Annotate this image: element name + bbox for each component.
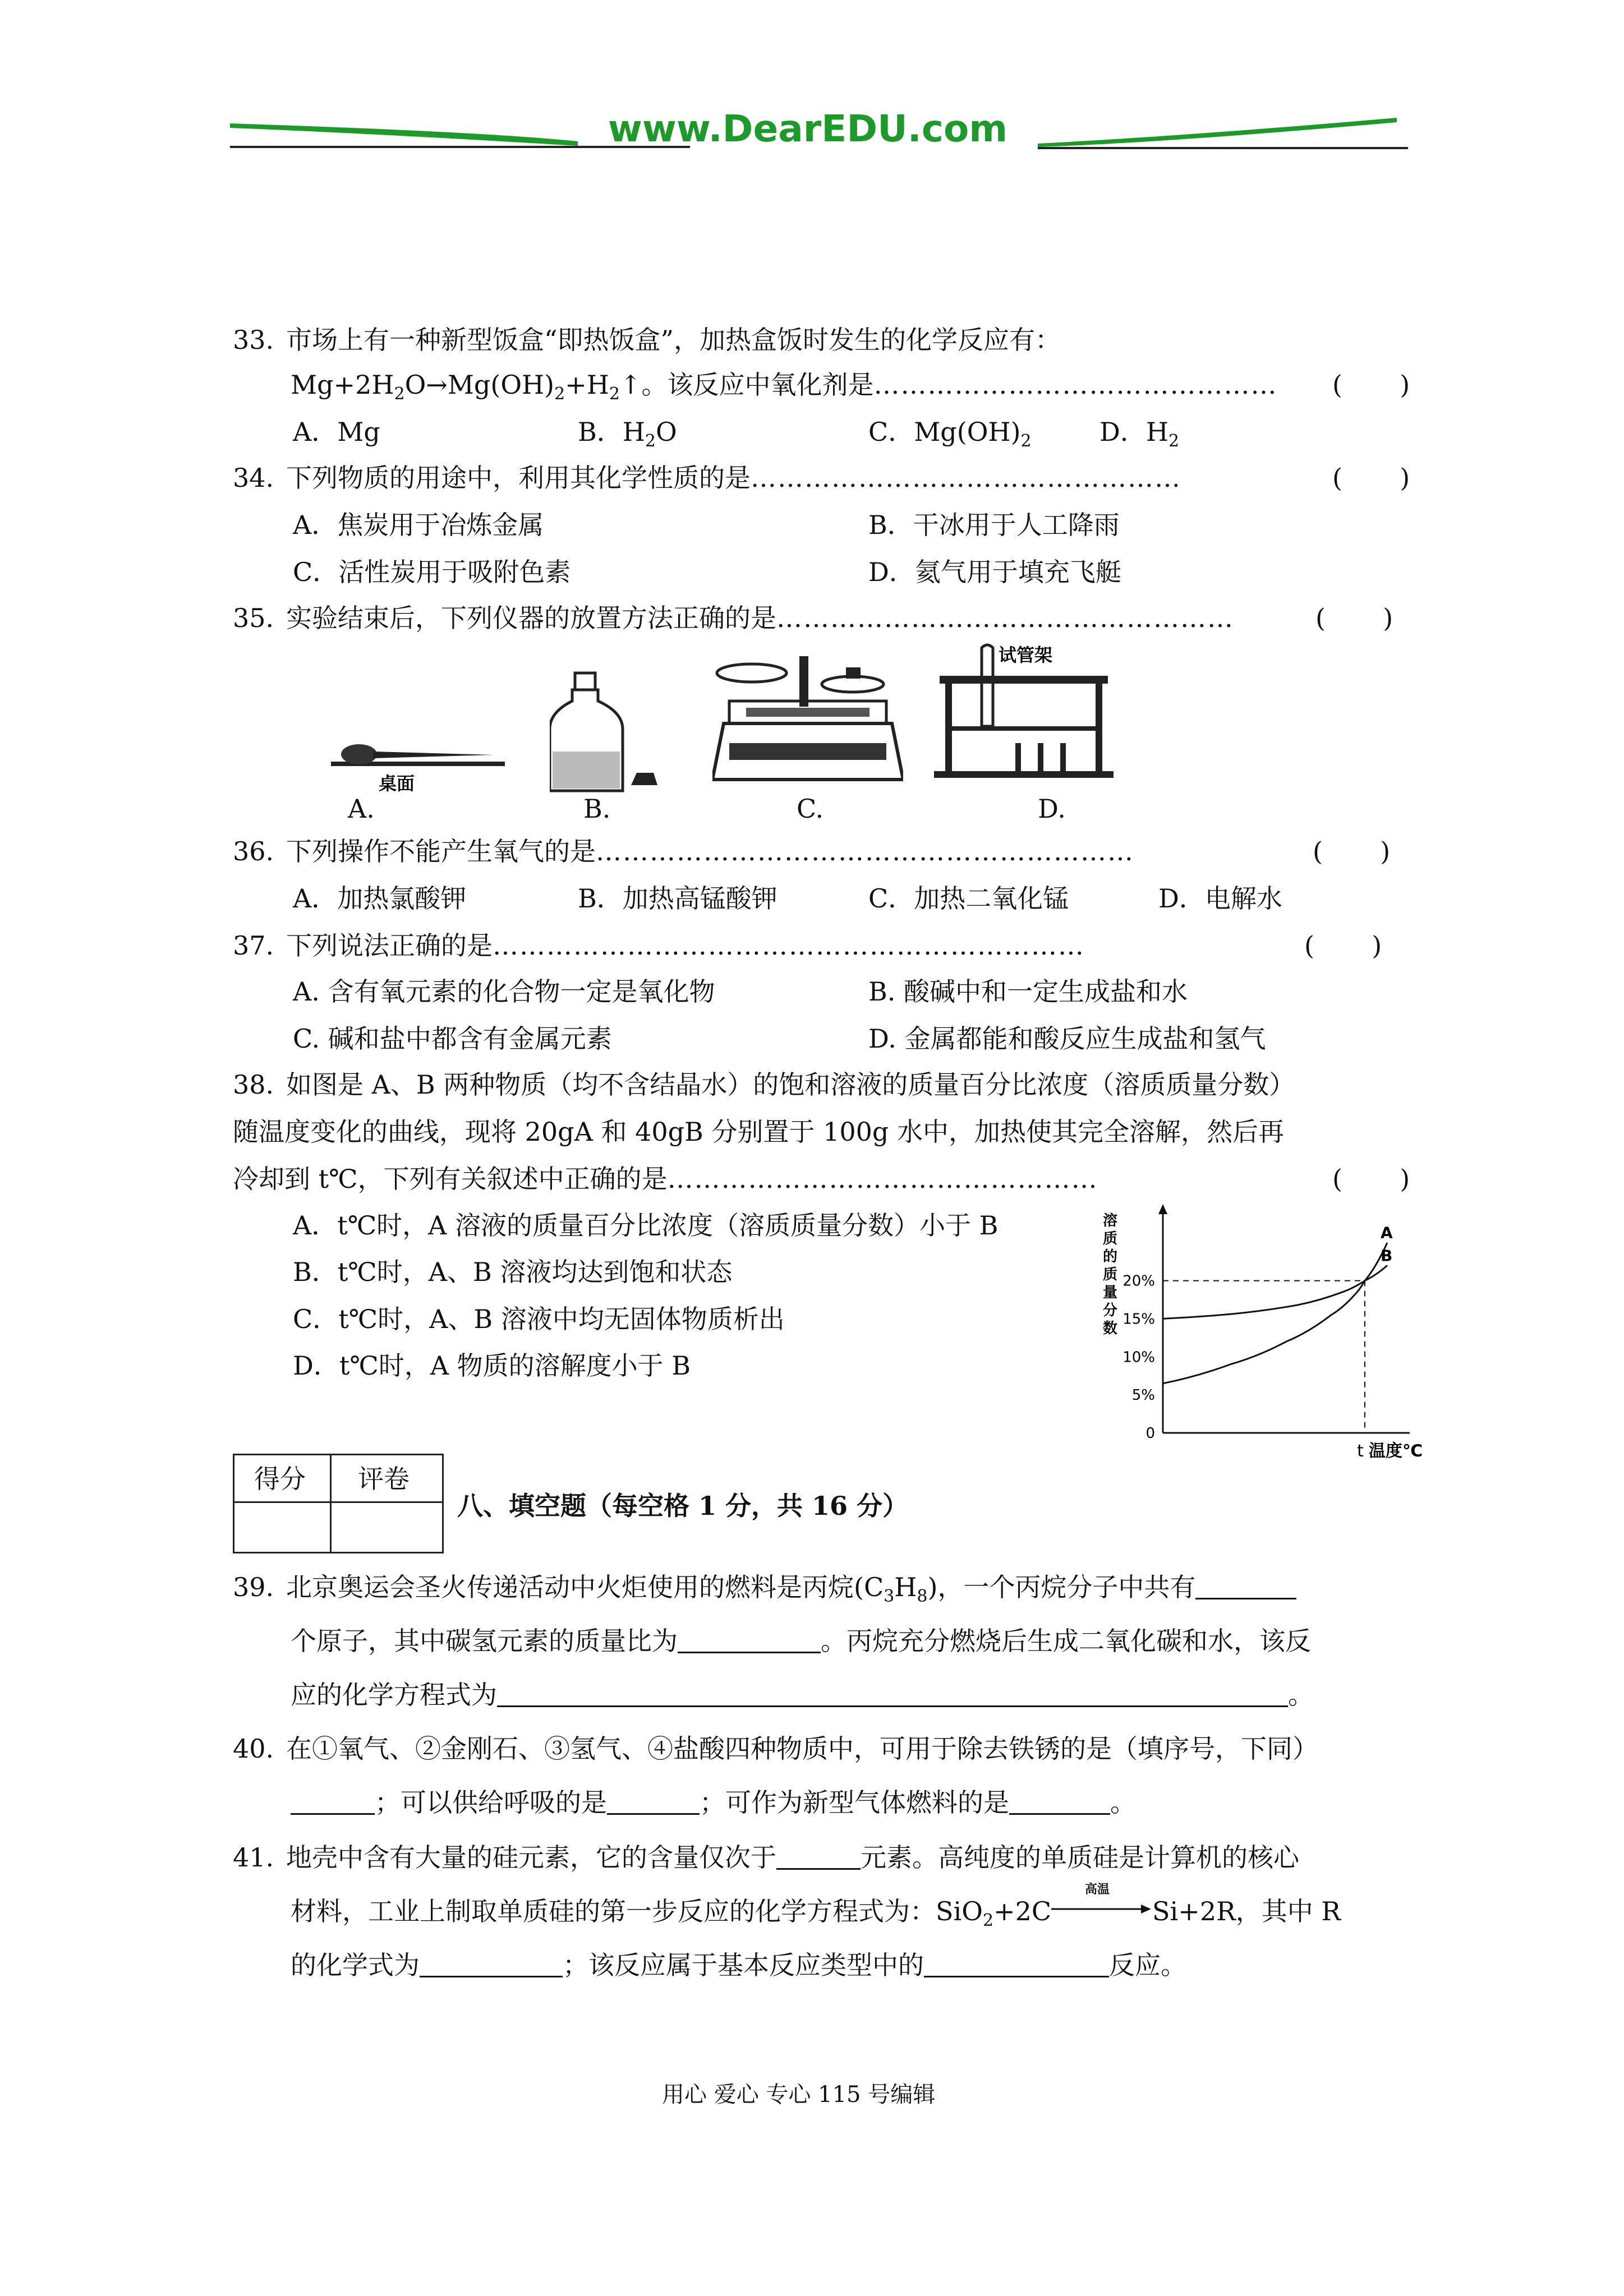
section-8-title: 八、填空题（每空格 1 分，共 16 分） [457,1491,909,1521]
q35-stem: 实验结束后，下列仪器的放置方法正确的是…………………………………………… [286,603,1234,633]
q38-option-b: B．t℃时，A、B 溶液均达到饱和状态 [293,1257,733,1287]
q40-blank-respiration[interactable] [607,1788,700,1815]
chart-xlabel: 温度℃ [1368,1441,1423,1461]
q39-line3: 应的化学方程式为 。 [291,1680,1314,1710]
score-box-label-score: 得分 [254,1464,306,1494]
q35-option-b: B. [583,794,611,824]
chart-y-tick-label: 10% [1122,1349,1155,1366]
chart-ylabel-char: 数 [1102,1320,1118,1337]
q34-option-b: B．干冰用于人工降雨 [868,510,1120,540]
q39-line1: 北京奥运会圣火传递活动中火炬使用的燃料是丙烷$(C_3H_8)$，一个丙烷分子中共有 [286,1570,1296,1613]
logo-text: www.DearEDU.com [608,107,1008,150]
q36-answer-paren: ( ) [1313,836,1391,866]
score-box-label-grader: 评卷 [358,1464,410,1494]
q35-figure-d-tube-rack [931,642,1116,782]
chart-y-tick-label: 0 [1145,1425,1155,1442]
footer-text: 用心 爱心 专心 115 号编辑 [662,2082,936,2108]
chart-y-tick-label: 20% [1122,1273,1155,1290]
q35-number: 35. [233,603,274,633]
q35-figure-c-balance [712,651,903,791]
q33-option-b: B．$H_2O$ [578,417,677,451]
q41-reaction-arrow [1051,1882,1152,1920]
q38-line2: 随温度变化的曲线，现将 20gA 和 40gB 分别置于 100g 水中，加热使其完全溶解，然后再 [233,1117,1284,1147]
q38-option-d: D．t℃时，A 物质的溶解度小于 B [293,1350,691,1381]
q41-line3: 的化学式为 ；该反应属于基本反应类型中的 反应。 [291,1950,1186,1980]
chart-ylabel-char: 溶 [1102,1212,1118,1229]
chart-series-line-b [1163,1265,1387,1318]
q40-line2: ；可以供给呼吸的是 ；可作为新型气体燃料的是 。 [291,1786,1136,1819]
q37-option-a: A. 含有氧元素的化合物一定是氧化物 [293,976,715,1007]
q34-option-d: D．氦气用于填充飞艇 [868,557,1121,587]
q39-blank-equation[interactable] [497,1681,1288,1707]
q33-option-d: D．$H_2$ [1099,417,1180,451]
q33-option-c: C．$Mg(OH)_2$ [868,417,1032,451]
chart-ylabel-char: 分 [1102,1302,1118,1319]
q37-option-d: D. 金属都能和酸反应生成盐和氢气 [868,1023,1266,1054]
q37-number: 37. [233,930,274,961]
q41-blank-r-formula[interactable] [420,1951,563,1977]
q41-number: 41. [233,1842,274,1873]
q35-figure-a-dropper [325,729,510,796]
q41-line1: 地壳中含有大量的硅元素，它的含量仅次于 元素。高纯度的单质硅是计算机的核心 [286,1842,1299,1873]
q38-line1: 如图是 A、B 两种物质（均不含结晶水）的饱和溶液的质量百分比浓度（溶质质量分数） [286,1069,1295,1100]
q39-blank-atom-count[interactable] [1195,1573,1296,1599]
q36-stem: 下列操作不能产生氧气的是…………………………………………………… [286,836,1134,866]
q35-figure-b-bottle [550,667,662,796]
chart-y-axis-arrow [1158,1204,1167,1214]
q36-option-d: D．电解水 [1158,883,1282,914]
q39-line2: 个原子，其中碳氢元素的质量比为 。丙烷充分燃烧后生成二氧化碳和水，该反 [291,1626,1311,1656]
q33-answer-paren: ( ) [1332,370,1410,400]
q34-number: 34. [233,463,274,493]
q38-option-a: A．t℃时，A 溶液的质量百分比浓度（溶质质量分数）小于 B [293,1210,999,1241]
q41-blank-reaction-type[interactable] [924,1951,1109,1977]
q36-option-c: C．加热二氧化锰 [868,883,1069,914]
q36-option-a: A．加热氯酸钾 [293,883,467,914]
q33-equation: $Mg+2H_2O\to Mg(OH)_2+H_2↑$。该反应中氧化剂是……………………………………… [291,370,1278,404]
chart-series-label-a: A [1381,1223,1393,1242]
chart-ylabel-char: 质 [1102,1230,1118,1247]
q38-line3: 冷却到 t℃，下列有关叙述中正确的是………………………………………… [233,1164,1098,1194]
chart-y-tick-label: 15% [1122,1311,1155,1328]
chart-ylabel [1103,1212,1117,1337]
chart-y-tick-label: 5% [1131,1387,1155,1404]
q41-line2: 材料，工业上制取单质硅的第一步反应的化学方程式为：SiO$_2$+2C 高温 Si+2R，其中 R [291,1882,1341,1930]
q33-stem: 市场上有一种新型饭盒“即热饭盒”，加热盒饭时发生的化学反应有： [286,325,1061,355]
q35-figure-a-label: 桌面 [379,773,415,794]
chart-series-line-a [1163,1243,1387,1384]
q40-line1: 在①氧气、②金刚石、③氢气、④盐酸四种物质中，可用于除去铁锈的是（填序号，下同） [286,1733,1318,1764]
q41-blank-element[interactable] [776,1843,861,1870]
q37-option-b: B. 酸碱中和一定生成盐和水 [868,976,1188,1007]
chart-ylabel-char: 质 [1102,1266,1118,1283]
q40-blank-rust-remover[interactable] [291,1788,375,1815]
q39-blank-mass-ratio[interactable] [678,1627,821,1653]
chart-series-label-b: B [1381,1246,1393,1265]
q35-option-d: D. [1038,794,1066,824]
q40-blank-fuel[interactable] [1009,1788,1110,1815]
q37-option-c: C. 碱和盐中都含有金属元素 [293,1023,612,1054]
q41-condition-label: 高温 [1085,1882,1110,1897]
chart-ylabel-char: 量 [1102,1284,1118,1301]
q38-answer-paren: ( ) [1332,1164,1410,1194]
q34-answer-paren: ( ) [1332,463,1410,493]
q35-figure-d-label: 试管架 [999,644,1053,666]
q40-number: 40. [233,1733,274,1764]
q33-option-a: A．Mg [293,417,380,447]
q37-answer-paren: ( ) [1304,930,1382,961]
q36-option-b: B．加热高锰酸钾 [578,883,778,914]
q38-option-c: C．t℃时，A、B 溶液中均无固体物质析出 [293,1304,785,1334]
chart-ylabel-char: 的 [1102,1248,1118,1265]
q33-number: 33. [233,325,274,355]
q34-option-c: C．活性炭用于吸附色素 [293,557,571,587]
q39-number: 39. [233,1572,274,1602]
score-box [233,1454,444,1553]
q37-stem: 下列说法正确的是………………………………………………………… [286,930,1085,961]
q34-stem: 下列物质的用途中，利用其化学性质的是………………………………………… [286,463,1181,493]
q38-number: 38. [233,1069,274,1100]
q35-answer-paren: ( ) [1315,603,1393,633]
q35-option-a: A. [348,794,375,824]
q34-option-a: A．焦炭用于冶炼金属 [293,510,544,540]
q38-solubility-chart [1097,1203,1433,1461]
q35-option-c: C. [797,794,824,824]
q36-number: 36. [233,836,274,866]
chart-x-tick-t: t [1357,1441,1364,1461]
header-logo-banner [230,107,1408,163]
